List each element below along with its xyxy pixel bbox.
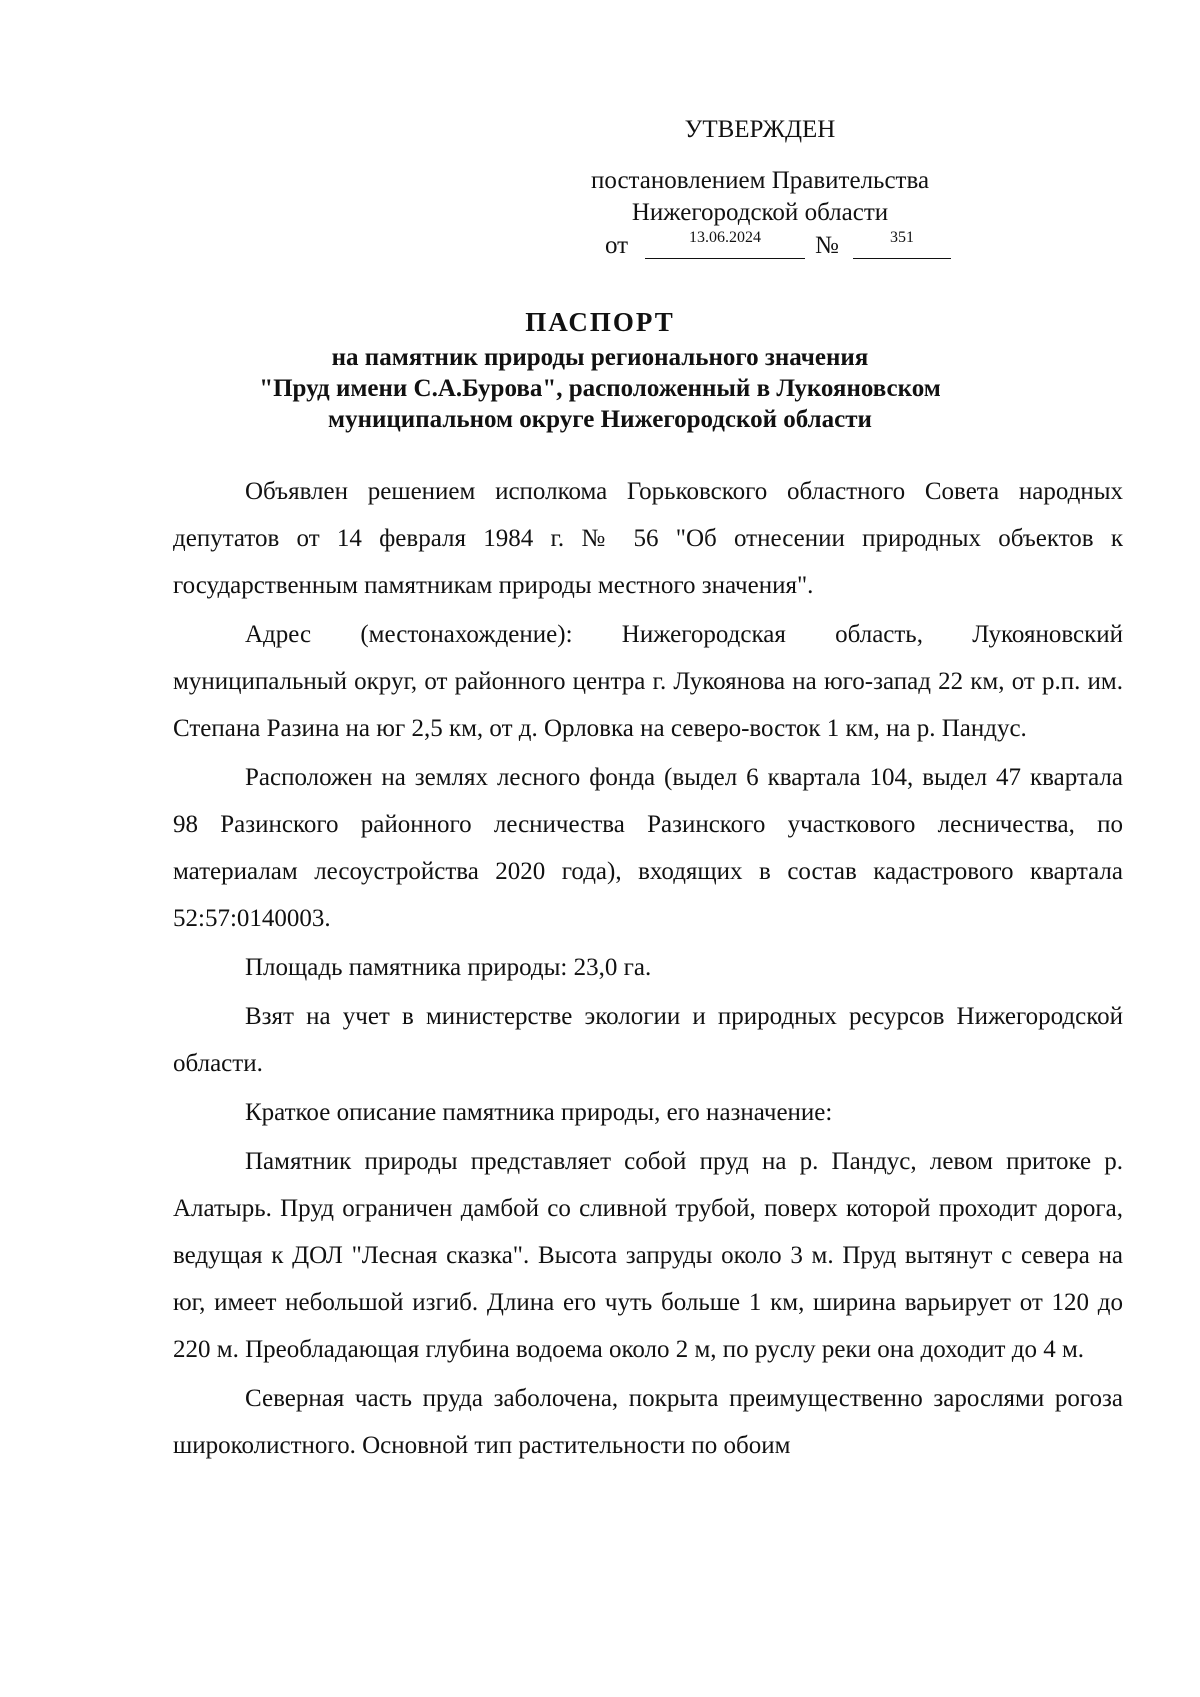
- approval-date-row: [605, 228, 965, 262]
- paragraph-description-heading: Краткое описание памятника природы, его назначение:: [245, 1099, 833, 1126]
- document-title: ПАСПОРТ: [525, 307, 675, 337]
- paragraph-location: Расположен на землях лесного фонда (выдел 6 квартала 104, выдел 47 квартала 98 Разинского районного лесничества Разинского участкового лесничества, по материалам лесоустройства 2020 года), входящих в состав кадастрового квартала 52:57:0140003.: [173, 764, 1123, 932]
- paragraph-north-part: Северная часть пруда заболочена, покрыта преимущественно зарослями рогоза широколистного. Основной тип растительности по обоим: [173, 1385, 1123, 1459]
- number-sign: №: [815, 232, 839, 259]
- subtitle-line-3: муниципальном округе Нижегородской области: [328, 406, 872, 433]
- approval-line-1: постановлением Правительства: [590, 167, 930, 194]
- paragraph-registration: Взят на учет в министерстве экологии и природных ресурсов Нижегородской области.: [173, 1003, 1123, 1077]
- date-prefix: от: [605, 232, 629, 259]
- document-body: [173, 468, 1123, 1469]
- paragraph-address: Адрес (местонахождение): Нижегородская область, Лукояновский муниципальный округ, от районного центра г. Лукоянова на юго-запад 22 км, от р.п. им. Степана Разина на юг 2,5 км, от д. Орловка на северо-восток 1 км, на р. Пандус.: [173, 621, 1123, 742]
- paragraph-declared: Объявлен решением исполкома Горьковского областного Совета народных депутатов от 14 февраля 1984 г. № 56 "Об отнесении природных объектов к государственным памятникам природы местного значения".: [173, 478, 1123, 599]
- paragraph-area: Площадь памятника природы: 23,0 га.: [245, 954, 652, 981]
- document-subtitle: [150, 342, 1050, 435]
- approval-title: УТВЕРЖДЕН: [684, 116, 836, 143]
- paragraph-description: Памятник природы представляет собой пруд на р. Пандус, левом притоке р. Алатырь. Пруд ограничен дамбой со сливной трубой, поверх которой проходит дорога, ведущая к ДОЛ "Лесная сказка". Высота запруды около 3 м. Пруд вытянут с севера на юг, имеет небольшой изгиб. Длина его чуть больше 1 км, ширина варьирует от 120 до 220 м. Преобладающая глубина водоема около 2 м, по руслу реки она доходит до 4 м.: [173, 1148, 1123, 1363]
- approval-number: 351: [853, 228, 951, 259]
- subtitle-line-1: на памятник природы регионального значения: [331, 344, 869, 371]
- subtitle-line-2: "Пруд имени С.А.Бурова", расположенный в Лукояновском: [259, 375, 941, 402]
- approval-date: 13.06.2024: [645, 228, 805, 259]
- approval-line-2: Нижегородской области: [631, 199, 889, 226]
